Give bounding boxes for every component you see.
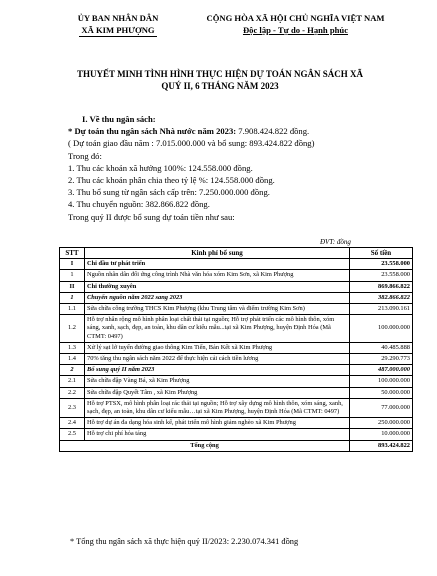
row-stt: 2.1: [60, 376, 85, 387]
table-row: [60, 259, 413, 270]
table-body: [60, 259, 413, 440]
row-content: Chi thường xuyên: [85, 281, 350, 292]
row-content: Sửa chữa công trường THCS Kim Phượng (khu Trung tâm và điểm trường Kim Sơn): [85, 304, 350, 315]
table-row: [60, 281, 413, 292]
table-row: [60, 418, 413, 429]
row-content: Sửa chữa đập Quyết Tâm , xã Kim Phượng: [85, 387, 350, 398]
row-amount: 40.485.888: [350, 342, 413, 353]
table-row: [60, 365, 413, 376]
row-content: Hỗ trợ nhân rộng mô hình phân loại chất thải tại nguồn; Hỗ trợ phát triển các mô hình thôn, xóm sáng, xanh, sạch, đẹp, an toàn, khu dân cư kiểu mẫu...tại xã Kim Phượng, huyện Định Hóa (Mã CTMT: 0497): [85, 315, 350, 343]
supplement-table: [59, 247, 413, 452]
title-line1: THUYẾT MINH TÌNH HÌNH THỰC HIỆN DỰ TOÁN NGÂN SÁCH XÃ: [76, 69, 364, 79]
table-row: [60, 292, 413, 303]
table-row: [60, 354, 413, 365]
row-amount: 10.000.000: [350, 429, 413, 440]
estimate-line: [68, 125, 408, 137]
row-content: Nguồn nhân dân đối ứng công trình Nhà văn hóa xóm Kim Sơn, xã Kim Phượng: [85, 270, 350, 281]
row-amount: 29.290.773: [350, 354, 413, 365]
row-content: 70% tăng thu ngân sách năm 2022 để thực hiện cải cách tiền lương: [85, 354, 350, 365]
row-amount: 487.000.000: [350, 365, 413, 376]
revenue-item: 4. Thu chuyển nguồn: 382.866.822 đồng.: [68, 199, 210, 210]
row-amount: 100.000.000: [350, 315, 413, 343]
national-motto: [188, 12, 403, 36]
header-amount: Số tiền: [350, 248, 413, 259]
row-amount: 50.000.000: [350, 387, 413, 398]
row-content: Hỗ trợ PTSX, mô hình phân loại rác thải tại nguồn; Hỗ trợ xây dựng mô hình thôn, xóm sáng, xanh, sạch, đẹp, an toàn, khu dân cư kiểu mẫu…tại xã Kim Phượng, huyện Định Hóa (Mã CTMT: 0497): [85, 398, 350, 417]
footer-summary: * Tổng thu ngân sách xã thực hiện quý II/2023: 2.230.074.341 đồng: [70, 537, 299, 546]
row-amount: 382.866.822: [350, 292, 413, 303]
table-row: [60, 270, 413, 281]
total-row: [60, 440, 413, 451]
table-row: [60, 387, 413, 398]
row-stt: 1: [60, 270, 85, 281]
row-amount: 869.866.822: [350, 281, 413, 292]
estimate-value: 7.908.424.822 đồng.: [236, 126, 310, 137]
row-content: Bổ sung quý II năm 2023: [85, 365, 350, 376]
row-amount: 100.000.000: [350, 376, 413, 387]
total-value: 893.424.822: [350, 440, 413, 451]
trong-do-label: Trong đó:: [68, 150, 102, 161]
title-line2: QUÝ II, 6 THÁNG NĂM 2023: [161, 81, 279, 91]
row-stt: 2.3: [60, 398, 85, 417]
revenue-item: 1. Thu các khoản xã hưởng 100%: 124.558.000 đồng.: [68, 162, 253, 173]
table-header-row: [60, 248, 413, 259]
quarter-note: Trong quý II được bổ sung dự toán tiền như sau:: [68, 211, 235, 222]
table-row: [60, 376, 413, 387]
nation-line1: CỘNG HÒA XÃ HỘI CHỦ NGHĨA VIỆT NAM: [206, 13, 385, 23]
row-content: Sửa chữa đập Vàng Bá, xã Kim Phượng: [85, 376, 350, 387]
table-row: [60, 315, 413, 343]
row-content: Hỗ trợ chi phí hỏa táng: [85, 429, 350, 440]
estimate-label: * Dự toán thu ngân sách Nhà nước năm 2023:: [68, 126, 237, 137]
row-stt: II: [60, 281, 85, 292]
authority-line1: ỦY BAN NHÂN DÂN: [77, 13, 159, 23]
row-amount: 77.000.000: [350, 398, 413, 417]
table-row: [60, 342, 413, 353]
authority-line2: XÃ KIM PHƯỢNG: [81, 25, 155, 35]
table-row: [60, 429, 413, 440]
header-stt: STT: [60, 248, 85, 259]
row-stt: 1.1: [60, 304, 85, 315]
row-amount: 213.090.161: [350, 304, 413, 315]
section-heading: I. Về thu ngân sách:: [82, 114, 156, 124]
issuing-authority: [58, 12, 178, 37]
revenue-item: 2. Thu các khoản phân chia theo tỷ lệ %: 124.558.000 đồng.: [68, 175, 275, 186]
row-amount: 23.558.000: [350, 270, 413, 281]
row-content: Chuyển nguồn năm 2022 sang 2023: [85, 292, 350, 303]
revenue-section: [68, 113, 408, 223]
row-content: Hỗ trợ dự án đa dạng hóa sinh kế, phát triển mô hình giảm nghèo xã Kim Phượng: [85, 418, 350, 429]
row-amount: 250.000.000: [350, 418, 413, 429]
nation-line2: Độc lập - Tự do - Hạnh phúc: [242, 25, 349, 35]
row-stt: 1: [60, 292, 85, 303]
row-content: Chi đầu tư phát triển: [85, 259, 350, 270]
row-amount: 23.558.000: [350, 259, 413, 270]
table-row: [60, 398, 413, 417]
row-stt: 2.5: [60, 429, 85, 440]
total-label: Tổng cộng: [60, 440, 350, 451]
row-stt: I: [60, 259, 85, 270]
header-content: Kinh phí bổ sung: [85, 248, 350, 259]
unit-label: ĐVT: đồng: [320, 238, 351, 246]
row-stt: 2.2: [60, 387, 85, 398]
row-stt: 2: [60, 365, 85, 376]
row-stt: 1.4: [60, 354, 85, 365]
table-row: [60, 304, 413, 315]
document-title: [30, 68, 410, 92]
row-stt: 2.4: [60, 418, 85, 429]
revenue-item: 3. Thu bổ sung từ ngân sách cấp trên: 7.250.000.000 đồng.: [68, 187, 270, 198]
estimate-detail: ( Dự toán giao đầu năm : 7.015.000.000 và bổ sung: 893.424.822 đồng): [68, 138, 315, 149]
row-stt: 1.2: [60, 315, 85, 343]
row-stt: 1.3: [60, 342, 85, 353]
row-content: Xử lý sạt lở tuyến đường giao thông Kim Tiến, Bản Kết xã Kim Phượng: [85, 342, 350, 353]
